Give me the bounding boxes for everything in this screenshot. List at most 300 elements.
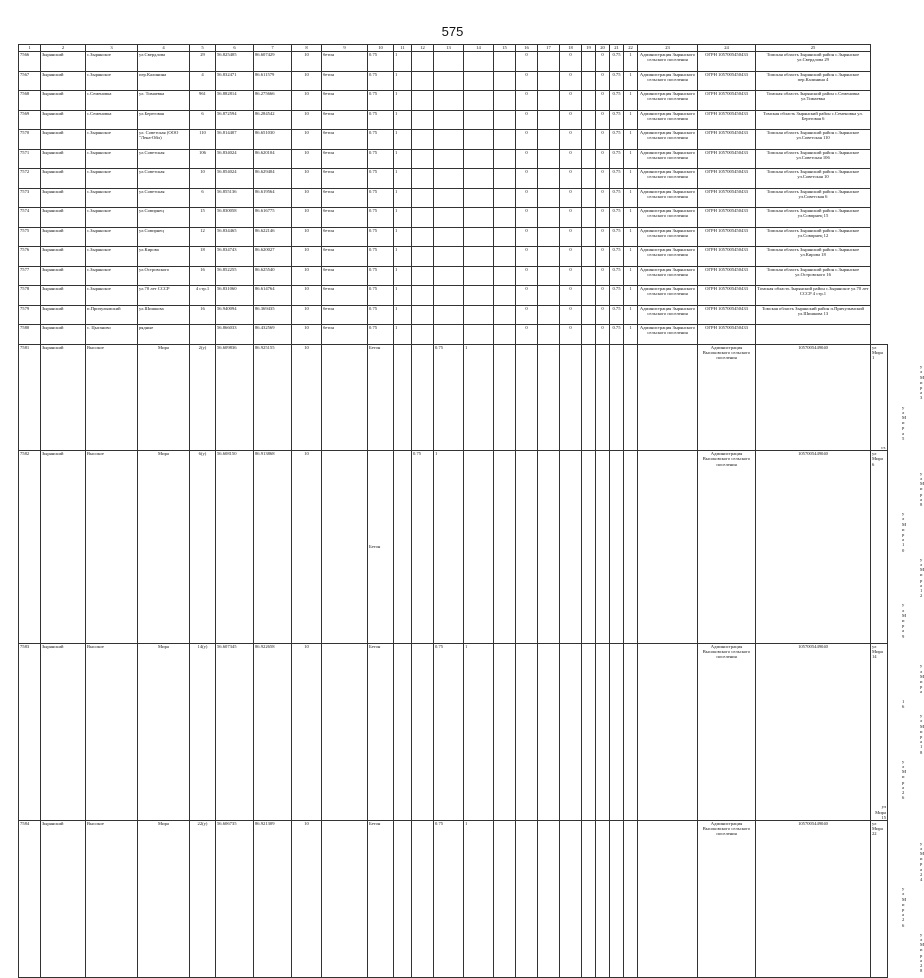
table-cell: Зырянский bbox=[41, 325, 86, 345]
table-cell: ОГРН 1057005450433 bbox=[698, 110, 756, 130]
table-row bbox=[19, 227, 888, 247]
table-cell: 1 bbox=[394, 71, 412, 91]
table-cell: 7570 bbox=[19, 130, 41, 150]
table-cell: 0 bbox=[560, 266, 582, 286]
table-cell bbox=[582, 820, 596, 977]
table-cell: бетон bbox=[322, 305, 368, 325]
table-row bbox=[19, 91, 888, 111]
table-cell: 0.75 bbox=[368, 169, 394, 189]
address-line: ул Мира 6 bbox=[872, 451, 883, 467]
table-cell: Зырянский bbox=[41, 52, 86, 72]
table-cell: ОГРН 1057005450433 bbox=[698, 266, 756, 286]
table-cell: 0.75 bbox=[610, 188, 624, 208]
table-cell bbox=[190, 325, 216, 345]
table-cell: с.Зырянское bbox=[86, 208, 138, 228]
table-cell: ОГРН 1057005450433 bbox=[698, 305, 756, 325]
table-cell: Бетон bbox=[368, 344, 394, 451]
table-cell: 7569 bbox=[19, 110, 41, 130]
table-cell: 110 bbox=[190, 130, 216, 150]
table-cell bbox=[494, 188, 516, 208]
column-header: 9 bbox=[322, 45, 368, 52]
table-cell: 0 bbox=[516, 130, 538, 150]
table-cell: 7573 bbox=[19, 188, 41, 208]
table-cell: пер.Калинина bbox=[138, 71, 190, 91]
table-cell bbox=[412, 286, 434, 306]
table-cell: Томская область Зырянский район с.Зырянское ул.Совпрнец 15 bbox=[756, 208, 871, 228]
table-cell bbox=[638, 451, 698, 644]
table-cell: 4 bbox=[190, 71, 216, 91]
table-cell bbox=[494, 451, 516, 644]
table-cell bbox=[464, 266, 494, 286]
table-cell: 0 bbox=[596, 110, 610, 130]
table-cell bbox=[538, 130, 560, 150]
table-cell bbox=[582, 149, 596, 169]
table-cell bbox=[412, 71, 434, 91]
table-cell: 10 bbox=[292, 643, 322, 820]
table-cell: 1057005449040 bbox=[756, 344, 871, 451]
table-cell: с.Зырянское bbox=[86, 130, 138, 150]
table-cell: Администрация Зырянского сельского поселения bbox=[638, 325, 698, 345]
table-cell: 0.75 bbox=[368, 208, 394, 228]
table-cell: Администрация Зырянского сельского поселения bbox=[638, 227, 698, 247]
table-cell: 0.75 bbox=[610, 305, 624, 325]
column-header: 16 bbox=[516, 45, 538, 52]
table-cell: 0 bbox=[560, 149, 582, 169]
table-cell: 7579 bbox=[19, 305, 41, 325]
table-cell: Томская область Зырянский район с.Зырянское ул.Советская 10 bbox=[756, 169, 871, 189]
column-header: 19 bbox=[582, 45, 596, 52]
table-cell: 1 bbox=[394, 188, 412, 208]
table-cell: 0.75 bbox=[368, 286, 394, 306]
table-cell: ОГРН 1057005450433 bbox=[698, 325, 756, 345]
table-cell: 0 bbox=[516, 305, 538, 325]
table-cell: Зырянский bbox=[41, 149, 86, 169]
table-cell: Томская область Зырянский район с.Зырянское ул.Свердлова 29 bbox=[756, 52, 871, 72]
table-cell: 0 bbox=[516, 286, 538, 306]
table-cell: 0 bbox=[560, 91, 582, 111]
table-cell bbox=[494, 110, 516, 130]
table-cell: 0 bbox=[596, 227, 610, 247]
table-cell bbox=[494, 247, 516, 267]
table-cell bbox=[434, 149, 464, 169]
table-cell: 10 bbox=[292, 110, 322, 130]
table-cell: Администрация Высоковского сельского поселения bbox=[698, 820, 756, 977]
table-cell: с.Зырянское bbox=[86, 266, 138, 286]
table-cell: 1 bbox=[394, 208, 412, 228]
table-cell bbox=[582, 451, 596, 644]
table-cell bbox=[756, 325, 871, 345]
table-cell bbox=[516, 451, 538, 644]
table-cell: 0 bbox=[560, 188, 582, 208]
table-cell: 7582 bbox=[19, 451, 41, 644]
table-cell: бетон bbox=[322, 169, 368, 189]
page-number: 575 bbox=[441, 24, 464, 39]
table-cell: Высокое bbox=[86, 451, 138, 644]
table-cell bbox=[494, 71, 516, 91]
table-cell: 0 bbox=[596, 169, 610, 189]
table-cell: 0 bbox=[596, 286, 610, 306]
table-cell: Зырянский bbox=[41, 820, 86, 977]
table-cell bbox=[494, 643, 516, 820]
table-cell: 6 bbox=[190, 188, 216, 208]
table-cell: Администрация Высоковского сельского поселения bbox=[698, 344, 756, 451]
table-cell: 56.830058 bbox=[216, 208, 254, 228]
table-cell: ОГРН 1057005450433 bbox=[698, 130, 756, 150]
address-line: ул Мира 24 bbox=[920, 840, 924, 882]
table-cell: 86.619564 bbox=[254, 188, 292, 208]
table-cell bbox=[494, 149, 516, 169]
table-cell: 56.606735 bbox=[216, 820, 254, 977]
table-cell: Администрация Зырянского сельского поселения bbox=[638, 305, 698, 325]
table-cell bbox=[464, 247, 494, 267]
table-cell: 1 bbox=[464, 820, 494, 977]
table-cell: Зырянский bbox=[41, 188, 86, 208]
table-cell bbox=[538, 52, 560, 72]
address-line: ул Мира 26 bbox=[902, 758, 907, 801]
table-cell: 0 bbox=[596, 247, 610, 267]
table-cell: 86.620027 bbox=[254, 247, 292, 267]
table-cell bbox=[412, 169, 434, 189]
table-cell: Зырянский bbox=[41, 451, 86, 644]
table-cell bbox=[494, 286, 516, 306]
table-cell: 1057005449040 bbox=[756, 643, 871, 820]
table-cell bbox=[538, 305, 560, 325]
table-cell: 10 bbox=[292, 344, 322, 451]
table-cell: Высокое bbox=[86, 643, 138, 820]
table-cell: ул.Свердлова bbox=[138, 52, 190, 72]
address-tail: ст. bbox=[881, 444, 886, 450]
table-cell bbox=[394, 643, 412, 820]
table-cell: 0.75 bbox=[610, 286, 624, 306]
table-row bbox=[19, 247, 888, 267]
table-cell bbox=[582, 305, 596, 325]
table-cell: 86.913868 bbox=[254, 451, 292, 644]
table-cell: с. Цыганово bbox=[86, 325, 138, 345]
table-cell: 86.925155 bbox=[254, 344, 292, 451]
table-cell: 7578 bbox=[19, 286, 41, 306]
table-cell: Зырянский bbox=[41, 130, 86, 150]
table-cell: Мира bbox=[138, 451, 190, 644]
table-cell: 0.75 bbox=[434, 643, 464, 820]
table-cell: с.Зырянское bbox=[86, 286, 138, 306]
table-cell: Администрация Зырянского сельского поселения bbox=[638, 169, 698, 189]
table-cell bbox=[434, 71, 464, 91]
column-header: 15 bbox=[494, 45, 516, 52]
address-line: ул Мира 28 bbox=[920, 931, 924, 974]
table-cell bbox=[464, 208, 494, 228]
table-cell bbox=[464, 130, 494, 150]
table-cell bbox=[538, 451, 560, 644]
table-cell: 1 bbox=[394, 169, 412, 189]
address-list bbox=[871, 451, 924, 644]
table-cell bbox=[412, 820, 434, 977]
table-cell: 0.75 bbox=[368, 130, 394, 150]
table-cell: 7571 bbox=[19, 149, 41, 169]
table-cell: Зырянский bbox=[41, 247, 86, 267]
table-row bbox=[19, 344, 888, 451]
table-cell: 1 bbox=[464, 344, 494, 451]
table-cell bbox=[516, 820, 538, 977]
table-cell bbox=[494, 169, 516, 189]
table-cell bbox=[538, 110, 560, 130]
table-cell: 10 bbox=[292, 305, 322, 325]
column-header: 14 bbox=[464, 45, 494, 52]
table-cell bbox=[412, 643, 434, 820]
table-cell bbox=[434, 227, 464, 247]
table-cell: 10 bbox=[292, 286, 322, 306]
table-cell bbox=[322, 820, 368, 977]
registry-table bbox=[18, 44, 924, 978]
table-cell: 0 bbox=[560, 169, 582, 189]
table-cell: Высокое bbox=[86, 820, 138, 977]
table-cell: Томская область Зырянский район с.Зырянское ул.Советская 6 bbox=[756, 188, 871, 208]
column-header: 6 bbox=[216, 45, 254, 52]
table-cell: 56.940094 bbox=[216, 305, 254, 325]
table-cell bbox=[464, 188, 494, 208]
table-cell: с.Зырянское bbox=[86, 247, 138, 267]
table-cell: Томская область Зырянский район с.Зырянское ул.70 лет СССР 4 стр.1 bbox=[756, 286, 871, 306]
table-cell bbox=[394, 344, 412, 451]
table-cell: Зырянский bbox=[41, 266, 86, 286]
table-cell: 1 bbox=[394, 305, 412, 325]
table-cell: 86.614764 bbox=[254, 286, 292, 306]
table-cell: ОГРН 1057005450433 bbox=[698, 169, 756, 189]
table-cell: Зырянский bbox=[41, 227, 86, 247]
table-cell: бетон bbox=[322, 130, 368, 150]
table-cell: Администрация Зырянского сельского поселения bbox=[638, 208, 698, 228]
table-cell: Мира bbox=[138, 643, 190, 820]
table-cell bbox=[434, 110, 464, 130]
table-cell: Администрация Высоковского сельского поселения bbox=[698, 643, 756, 820]
table-cell: Зырянский bbox=[41, 71, 86, 91]
table-cell: 1 bbox=[464, 643, 494, 820]
table-cell bbox=[464, 52, 494, 72]
table-cell bbox=[638, 820, 698, 977]
address-line: ул Мира bbox=[920, 663, 924, 695]
table-cell: 1 bbox=[624, 305, 638, 325]
table-cell: рядные bbox=[138, 325, 190, 345]
table-cell: 0 bbox=[596, 149, 610, 169]
table-cell: ул.Советская bbox=[138, 169, 190, 189]
table-cell: ОГРН 1057005450433 bbox=[698, 52, 756, 72]
table-cell bbox=[516, 344, 538, 451]
table-cell bbox=[560, 820, 582, 977]
table-cell bbox=[412, 266, 434, 286]
table-cell bbox=[560, 643, 582, 820]
table-cell bbox=[582, 169, 596, 189]
table-cell: 1 bbox=[434, 451, 464, 644]
table-cell: 12 bbox=[190, 227, 216, 247]
table-cell: 56.855136 bbox=[216, 188, 254, 208]
table-cell: 1 bbox=[394, 227, 412, 247]
table-cell: 86.622146 bbox=[254, 227, 292, 247]
table-cell bbox=[624, 344, 638, 451]
table-row bbox=[19, 188, 888, 208]
table-cell: 56.609836 bbox=[216, 344, 254, 451]
table-cell bbox=[412, 344, 434, 451]
table-cell: с.Зырянское bbox=[86, 52, 138, 72]
table-cell: 0.75 bbox=[412, 451, 434, 644]
column-header-row bbox=[19, 45, 888, 52]
table-cell: 0 bbox=[516, 227, 538, 247]
table-cell: 1 bbox=[624, 325, 638, 345]
table-cell: Администрация Зырянского сельского поселения bbox=[638, 247, 698, 267]
table-cell: 0.75 bbox=[368, 110, 394, 130]
address-line: ул Мира 8 bbox=[920, 470, 924, 507]
table-cell: 2(у) bbox=[190, 344, 216, 451]
column-header: 7 bbox=[254, 45, 292, 52]
table-cell: 0 bbox=[560, 247, 582, 267]
table-cell: 7580 bbox=[19, 325, 41, 345]
table-cell: бетон bbox=[322, 71, 368, 91]
table-cell: 0.75 bbox=[368, 71, 394, 91]
table-cell: 7577 bbox=[19, 266, 41, 286]
column-header: 23 bbox=[638, 45, 698, 52]
table-cell: бетон bbox=[322, 266, 368, 286]
table-cell: 0 bbox=[516, 52, 538, 72]
table-cell: ОГРН 1057005450433 bbox=[698, 227, 756, 247]
table-cell: 0.75 bbox=[434, 344, 464, 451]
table-cell: 56.834743 bbox=[216, 247, 254, 267]
table-cell bbox=[582, 91, 596, 111]
table-cell bbox=[434, 266, 464, 286]
table-cell: Томская область Зырянский район с.Зырянское ул.Совпрнец 12 bbox=[756, 227, 871, 247]
table-cell: Бетон bbox=[368, 451, 394, 644]
table-cell bbox=[560, 344, 582, 451]
table-cell bbox=[582, 52, 596, 72]
table-cell: 1 bbox=[624, 286, 638, 306]
table-row bbox=[19, 266, 888, 286]
table-cell bbox=[412, 305, 434, 325]
table-cell: ОГРН 1057005450433 bbox=[698, 71, 756, 91]
table-cell: 0.75 bbox=[368, 266, 394, 286]
table-cell: 0.75 bbox=[368, 91, 394, 111]
column-header: 17 bbox=[538, 45, 560, 52]
table-cell: Администрация Зырянского сельского поселения bbox=[638, 130, 698, 150]
table-cell: 86.275666 bbox=[254, 91, 292, 111]
table-cell: 0 bbox=[516, 247, 538, 267]
table-cell: 1 bbox=[624, 266, 638, 286]
table-cell bbox=[412, 110, 434, 130]
table-cell bbox=[624, 820, 638, 977]
table-cell: с.Семеновка bbox=[86, 91, 138, 111]
table-cell: бетон bbox=[322, 325, 368, 345]
table-cell: ОГРН 1057005450433 bbox=[698, 208, 756, 228]
table-row bbox=[19, 820, 888, 977]
table-row bbox=[19, 130, 888, 150]
table-cell: 56.834465 bbox=[216, 227, 254, 247]
table-cell: 0.75 bbox=[610, 71, 624, 91]
table-cell: 16 bbox=[190, 266, 216, 286]
table-cell: 10 bbox=[292, 247, 322, 267]
table-cell: 1 bbox=[394, 52, 412, 72]
column-header: 21 bbox=[610, 45, 624, 52]
table-cell: 0 bbox=[560, 286, 582, 306]
address-list bbox=[871, 820, 924, 977]
table-cell: ОГРН 1057005450433 bbox=[698, 91, 756, 111]
table-cell: Зырянский bbox=[41, 344, 86, 451]
column-header: 18 bbox=[560, 45, 582, 52]
table-cell: 0.75 bbox=[434, 820, 464, 977]
table-cell bbox=[494, 305, 516, 325]
table-cell bbox=[434, 91, 464, 111]
table-cell: 0 bbox=[560, 110, 582, 130]
table-cell: ул.Совпрнец bbox=[138, 208, 190, 228]
table-cell bbox=[494, 91, 516, 111]
table-cell: Зырянский bbox=[41, 91, 86, 111]
table-cell: Мира bbox=[138, 344, 190, 451]
address-line: ул Мира 22 bbox=[872, 820, 883, 837]
column-header: 3 bbox=[86, 45, 138, 52]
table-cell: 0.75 bbox=[610, 247, 624, 267]
table-cell: 0.75 bbox=[610, 149, 624, 169]
table-cell: 1 bbox=[624, 110, 638, 130]
table-cell bbox=[582, 266, 596, 286]
column-header: 8 bbox=[292, 45, 322, 52]
table-cell bbox=[596, 451, 610, 644]
table-cell: 0 bbox=[596, 208, 610, 228]
table-cell bbox=[464, 169, 494, 189]
table-cell bbox=[412, 247, 434, 267]
table-cell: 14(у) bbox=[190, 643, 216, 820]
table-cell: 0.75 bbox=[610, 52, 624, 72]
table-cell: 10 bbox=[292, 266, 322, 286]
table-cell: 10 bbox=[292, 149, 322, 169]
column-header: 12 bbox=[412, 45, 434, 52]
table-cell bbox=[538, 325, 560, 345]
table-cell: 10 bbox=[292, 325, 322, 345]
table-cell: 86.620104 bbox=[254, 149, 292, 169]
table-cell: ул.Береговая bbox=[138, 110, 190, 130]
table-cell: 7574 bbox=[19, 208, 41, 228]
table-cell bbox=[464, 149, 494, 169]
table-cell bbox=[638, 344, 698, 451]
table-cell: 0 bbox=[516, 266, 538, 286]
table-cell bbox=[464, 325, 494, 345]
table-cell bbox=[494, 130, 516, 150]
table-cell: 0 bbox=[560, 208, 582, 228]
table-cell bbox=[538, 227, 560, 247]
table-cell: Зырянский bbox=[41, 208, 86, 228]
table-cell: 56.854024 bbox=[216, 169, 254, 189]
address-line: ул Мира 26 bbox=[902, 886, 907, 928]
table-cell: 7575 bbox=[19, 227, 41, 247]
table-cell: 7572 bbox=[19, 169, 41, 189]
table-cell bbox=[582, 247, 596, 267]
table-cell: Зырянский bbox=[41, 169, 86, 189]
table-row bbox=[19, 110, 888, 130]
table-cell: 10 bbox=[292, 52, 322, 72]
table-cell: 0 bbox=[516, 149, 538, 169]
table-cell: с.Семеновка bbox=[86, 110, 138, 130]
table-cell: ОГРН 1057005450433 bbox=[698, 149, 756, 169]
table-row bbox=[19, 305, 888, 325]
address-line: ул Мира 3 bbox=[920, 364, 924, 401]
column-header: 11 bbox=[394, 45, 412, 52]
table-cell: 7566 bbox=[19, 52, 41, 72]
table-cell: 86.607429 bbox=[254, 52, 292, 72]
address-line: ул Мира 14 bbox=[872, 643, 883, 660]
table-cell: 56.814407 bbox=[216, 130, 254, 150]
table-cell bbox=[412, 227, 434, 247]
table-row bbox=[19, 325, 888, 345]
table-cell bbox=[464, 71, 494, 91]
table-cell bbox=[434, 286, 464, 306]
table-cell: ул.70 лет СССР bbox=[138, 286, 190, 306]
table-cell bbox=[434, 247, 464, 267]
table-row bbox=[19, 169, 888, 189]
table-cell: 0 bbox=[596, 188, 610, 208]
